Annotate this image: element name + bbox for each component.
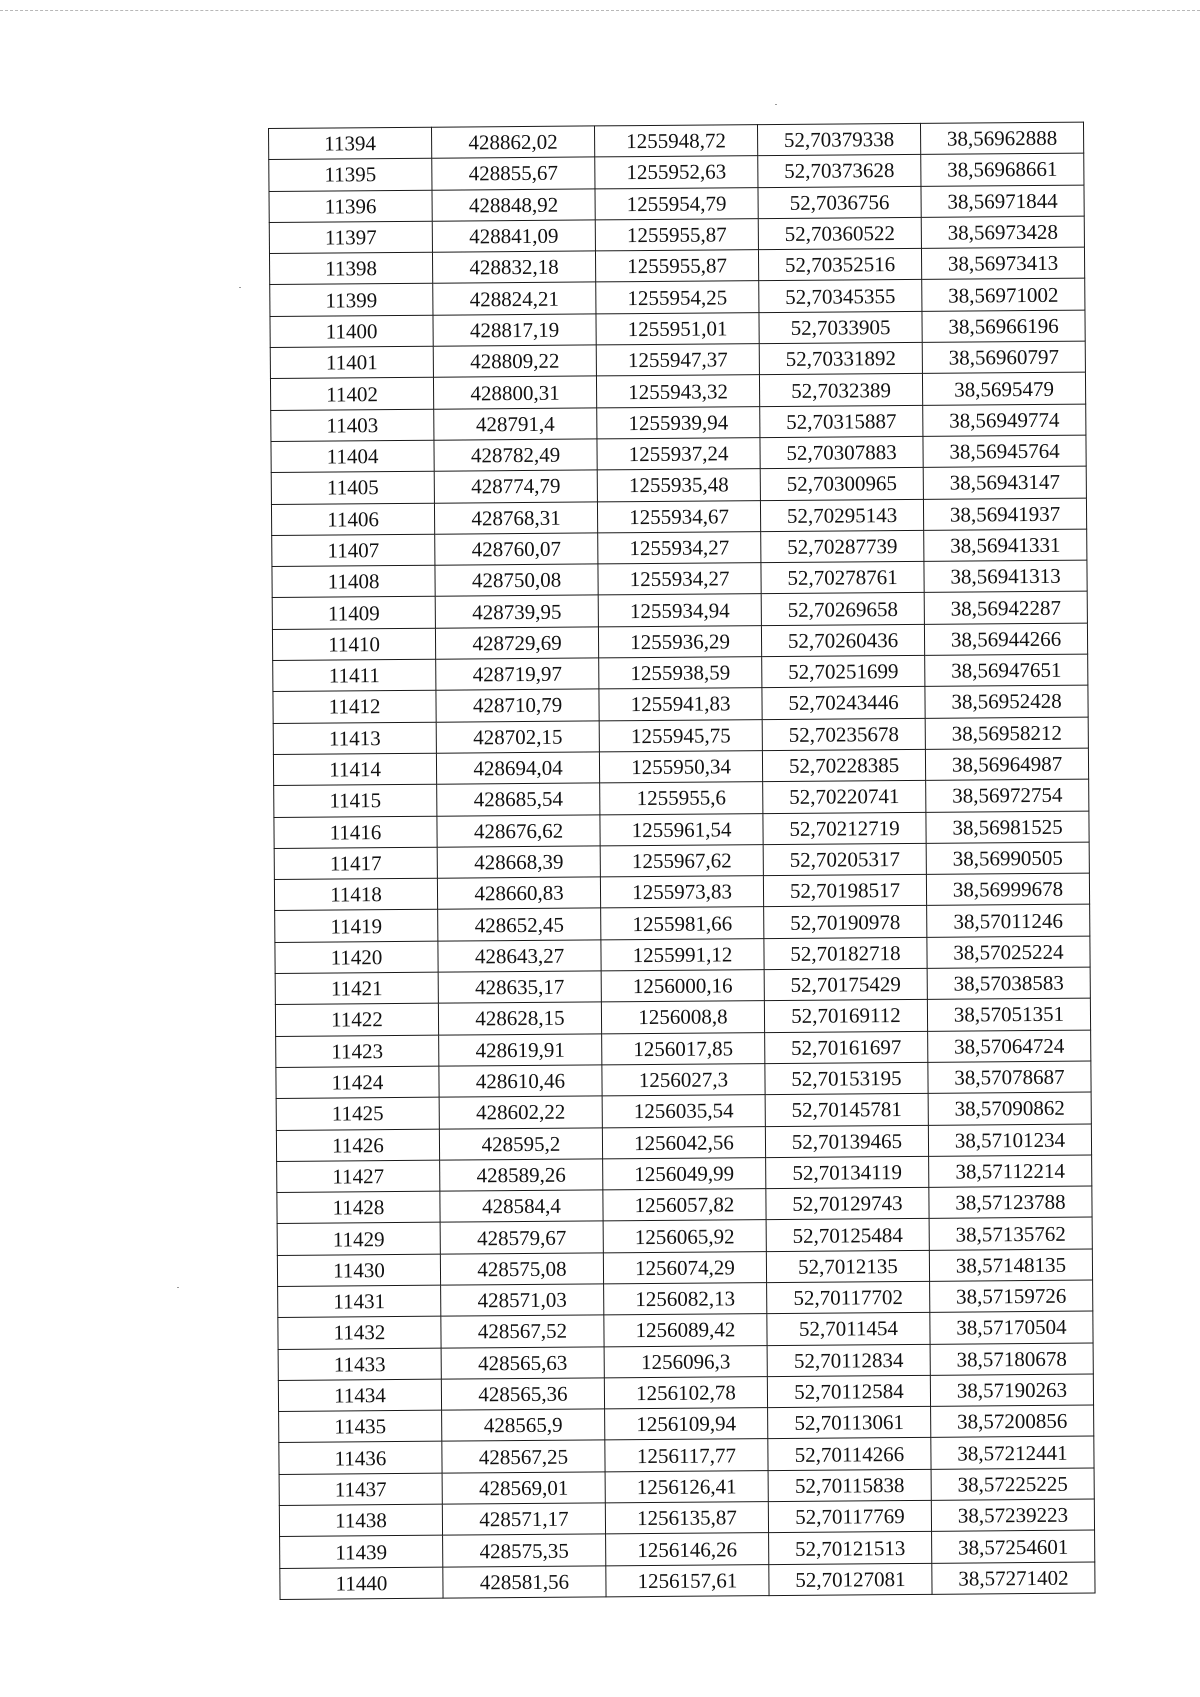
longitude-cell: 38,57170504: [930, 1311, 1093, 1344]
longitude-cell: 38,56945764: [923, 435, 1086, 468]
point-number-cell: 11400: [270, 315, 433, 348]
point-number-cell: 11406: [271, 503, 434, 536]
latitude-cell: 52,70190978: [764, 906, 927, 939]
latitude-cell: 52,70228385: [762, 749, 925, 782]
point-number-cell: 11395: [269, 159, 432, 192]
y-coordinate-cell: 1255973,83: [600, 876, 763, 909]
x-coordinate-cell: 428855,67: [432, 157, 595, 190]
y-coordinate-cell: 1255939,94: [597, 406, 760, 439]
latitude-cell: 52,70212719: [763, 812, 926, 845]
point-number-cell: 11411: [273, 659, 436, 692]
y-coordinate-cell: 1256102,78: [604, 1376, 767, 1409]
latitude-cell: 52,70278761: [761, 562, 924, 595]
latitude-cell: 52,70307883: [760, 436, 923, 469]
point-number-cell: 11437: [279, 1473, 442, 1506]
x-coordinate-cell: 428710,79: [436, 689, 599, 722]
latitude-cell: 52,7036756: [758, 186, 921, 219]
x-coordinate-cell: 428610,46: [439, 1065, 602, 1098]
latitude-cell: 52,70175429: [764, 968, 927, 1001]
point-number-cell: 11420: [275, 941, 438, 974]
x-coordinate-cell: 428581,56: [443, 1566, 606, 1599]
y-coordinate-cell: 1256017,85: [602, 1032, 765, 1065]
x-coordinate-cell: 428841,09: [432, 220, 595, 253]
scan-speck: [177, 1287, 179, 1288]
y-coordinate-cell: 1255937,24: [597, 438, 760, 471]
y-coordinate-cell: 1255934,27: [598, 532, 761, 565]
longitude-cell: 38,57239223: [931, 1499, 1094, 1532]
point-number-cell: 11415: [274, 784, 437, 817]
x-coordinate-cell: 428685,54: [437, 783, 600, 816]
latitude-cell: 52,70113061: [768, 1407, 931, 1440]
latitude-cell: 52,70251699: [762, 655, 925, 688]
x-coordinate-cell: 428619,91: [439, 1034, 602, 1067]
longitude-cell: 38,57011246: [927, 904, 1090, 937]
y-coordinate-cell: 1256042,56: [602, 1126, 765, 1159]
y-coordinate-cell: 1255954,79: [595, 187, 758, 220]
y-coordinate-cell: 1256109,94: [605, 1408, 768, 1441]
y-coordinate-cell: 1255935,48: [597, 469, 760, 502]
longitude-cell: 38,56952428: [925, 685, 1088, 718]
longitude-cell: 38,56971844: [921, 185, 1084, 218]
point-number-cell: 11427: [277, 1160, 440, 1193]
x-coordinate-cell: 428567,25: [442, 1440, 605, 1473]
longitude-cell: 38,56943147: [923, 466, 1086, 499]
longitude-cell: 38,57254601: [932, 1530, 1095, 1563]
latitude-cell: 52,7012135: [766, 1250, 929, 1283]
latitude-cell: 52,70373628: [758, 155, 921, 188]
x-coordinate-cell: 428729,69: [435, 627, 598, 660]
point-number-cell: 11405: [271, 471, 434, 504]
x-coordinate-cell: 428565,9: [442, 1409, 605, 1442]
latitude-cell: 52,70117702: [767, 1281, 930, 1314]
latitude-cell: 52,70295143: [760, 499, 923, 532]
latitude-cell: 52,70127081: [769, 1563, 932, 1596]
point-number-cell: 11403: [271, 409, 434, 442]
point-number-cell: 11417: [274, 847, 437, 880]
point-number-cell: 11432: [278, 1316, 441, 1349]
point-number-cell: 11402: [270, 378, 433, 411]
longitude-cell: 38,57123788: [929, 1186, 1092, 1219]
longitude-cell: 38,56944266: [924, 623, 1087, 656]
longitude-cell: 38,57038583: [927, 967, 1090, 1000]
x-coordinate-cell: 428575,08: [440, 1253, 603, 1286]
y-coordinate-cell: 1255950,34: [599, 751, 762, 784]
longitude-cell: 38,57090862: [928, 1092, 1091, 1125]
longitude-cell: 38,57135762: [929, 1217, 1092, 1250]
y-coordinate-cell: 1255941,83: [599, 688, 762, 721]
x-coordinate-cell: 428832,18: [432, 251, 595, 284]
point-number-cell: 11423: [276, 1035, 439, 1068]
point-number-cell: 11412: [273, 691, 436, 724]
x-coordinate-cell: 428668,39: [437, 846, 600, 879]
x-coordinate-cell: 428824,21: [433, 282, 596, 315]
y-coordinate-cell: 1256049,99: [603, 1157, 766, 1190]
y-coordinate-cell: 1256117,77: [605, 1439, 768, 1472]
x-coordinate-cell: 428800,31: [433, 376, 596, 409]
latitude-cell: 52,70260436: [761, 624, 924, 657]
point-number-cell: 11435: [279, 1410, 442, 1443]
latitude-cell: 52,70161697: [765, 1031, 928, 1064]
longitude-cell: 38,56962888: [920, 122, 1083, 155]
x-coordinate-cell: 428702,15: [436, 721, 599, 754]
latitude-cell: 52,70117769: [768, 1500, 931, 1533]
longitude-cell: 38,57271402: [932, 1562, 1095, 1595]
latitude-cell: 52,70125484: [766, 1219, 929, 1252]
longitude-cell: 38,56958212: [925, 717, 1088, 750]
point-number-cell: 11407: [272, 534, 435, 567]
y-coordinate-cell: 1255943,32: [596, 375, 759, 408]
y-coordinate-cell: 1255991,12: [601, 938, 764, 971]
x-coordinate-cell: 428760,07: [435, 533, 598, 566]
longitude-cell: 38,57159726: [930, 1280, 1093, 1313]
longitude-cell: 38,57225225: [931, 1468, 1094, 1501]
longitude-cell: 38,57190263: [930, 1374, 1093, 1407]
longitude-cell: 38,56941313: [924, 560, 1087, 593]
y-coordinate-cell: 1255934,27: [598, 563, 761, 596]
x-coordinate-cell: 428571,03: [441, 1284, 604, 1317]
x-coordinate-cell: 428676,62: [437, 814, 600, 847]
coordinates-table-container: [268, 122, 1090, 1600]
y-coordinate-cell: 1256135,87: [605, 1502, 768, 1535]
table-row: [280, 1562, 1095, 1600]
longitude-cell: 38,57180678: [930, 1343, 1093, 1376]
y-coordinate-cell: 1256146,26: [606, 1533, 769, 1566]
x-coordinate-cell: 428567,52: [441, 1315, 604, 1348]
latitude-cell: 52,70121513: [769, 1532, 932, 1565]
y-coordinate-cell: 1255955,87: [595, 250, 758, 283]
point-number-cell: 11416: [274, 816, 437, 849]
longitude-cell: 38,5695479: [922, 372, 1085, 405]
point-number-cell: 11399: [270, 284, 433, 317]
x-coordinate-cell: 428848,92: [432, 189, 595, 222]
point-number-cell: 11398: [269, 252, 432, 285]
point-number-cell: 11410: [272, 628, 435, 661]
x-coordinate-cell: 428584,4: [440, 1190, 603, 1223]
longitude-cell: 38,56964987: [925, 748, 1088, 781]
point-number-cell: 11396: [269, 190, 432, 223]
y-coordinate-cell: 1256065,92: [603, 1220, 766, 1253]
y-coordinate-cell: 1255954,25: [596, 281, 759, 314]
y-coordinate-cell: 1255961,54: [600, 813, 763, 846]
point-number-cell: 11409: [272, 597, 435, 630]
x-coordinate-cell: 428791,4: [434, 408, 597, 441]
latitude-cell: 52,7011454: [767, 1313, 930, 1346]
longitude-cell: 38,57025224: [927, 936, 1090, 969]
latitude-cell: 52,7032389: [759, 374, 922, 407]
longitude-cell: 38,56949774: [923, 404, 1086, 437]
x-coordinate-cell: 428809,22: [433, 345, 596, 378]
point-number-cell: 11422: [275, 1004, 438, 1037]
point-number-cell: 11408: [272, 565, 435, 598]
y-coordinate-cell: 1255945,75: [599, 719, 762, 752]
longitude-cell: 38,56990505: [926, 842, 1089, 875]
latitude-cell: 52,70360522: [758, 217, 921, 250]
latitude-cell: 52,70145781: [765, 1094, 928, 1127]
latitude-cell: 52,70331892: [759, 342, 922, 375]
point-number-cell: 11401: [270, 346, 433, 379]
latitude-cell: 52,70169112: [764, 1000, 927, 1033]
longitude-cell: 38,57112214: [929, 1155, 1092, 1188]
longitude-cell: 38,56973413: [921, 247, 1084, 280]
y-coordinate-cell: 1256035,54: [602, 1095, 765, 1128]
x-coordinate-cell: 428862,02: [431, 126, 594, 159]
y-coordinate-cell: 1256000,16: [601, 970, 764, 1003]
latitude-cell: 52,70352516: [758, 249, 921, 282]
longitude-cell: 38,56972754: [926, 779, 1089, 812]
x-coordinate-cell: 428694,04: [436, 752, 599, 785]
x-coordinate-cell: 428571,17: [442, 1503, 605, 1536]
y-coordinate-cell: 1255981,66: [601, 907, 764, 940]
latitude-cell: 52,70235678: [762, 718, 925, 751]
longitude-cell: 38,57064724: [928, 1030, 1091, 1063]
latitude-cell: 52,70300965: [760, 468, 923, 501]
x-coordinate-cell: 428768,31: [434, 501, 597, 534]
x-coordinate-cell: 428595,2: [439, 1127, 602, 1160]
point-number-cell: 11440: [280, 1567, 443, 1600]
y-coordinate-cell: 1255936,29: [598, 625, 761, 658]
x-coordinate-cell: 428589,26: [440, 1159, 603, 1192]
x-coordinate-cell: 428782,49: [434, 439, 597, 472]
latitude-cell: 52,70315887: [760, 405, 923, 438]
point-number-cell: 11421: [275, 972, 438, 1005]
coordinates-table: [268, 122, 1096, 1600]
longitude-cell: 38,57078687: [928, 1061, 1091, 1094]
x-coordinate-cell: 428817,19: [433, 314, 596, 347]
y-coordinate-cell: 1256074,29: [603, 1251, 766, 1284]
x-coordinate-cell: 428643,27: [438, 940, 601, 973]
longitude-cell: 38,57101234: [928, 1124, 1091, 1157]
point-number-cell: 11418: [274, 878, 437, 911]
point-number-cell: 11428: [277, 1191, 440, 1224]
x-coordinate-cell: 428628,15: [438, 1002, 601, 1035]
y-coordinate-cell: 1255934,67: [597, 500, 760, 533]
y-coordinate-cell: 1255947,37: [596, 344, 759, 377]
longitude-cell: 38,56971002: [922, 279, 1085, 312]
point-number-cell: 11426: [276, 1129, 439, 1162]
latitude-cell: 52,7033905: [759, 311, 922, 344]
point-number-cell: 11430: [277, 1254, 440, 1287]
longitude-cell: 38,57051351: [927, 998, 1090, 1031]
longitude-cell: 38,56960797: [922, 341, 1085, 374]
y-coordinate-cell: 1255955,87: [595, 219, 758, 252]
y-coordinate-cell: 1256157,61: [606, 1564, 769, 1597]
latitude-cell: 52,70269658: [761, 593, 924, 626]
point-number-cell: 11436: [279, 1442, 442, 1475]
longitude-cell: 38,56941937: [923, 498, 1086, 531]
scan-speck: [775, 104, 777, 105]
y-coordinate-cell: 1255938,59: [599, 657, 762, 690]
x-coordinate-cell: 428579,67: [440, 1221, 603, 1254]
coordinates-table-body: [269, 122, 1096, 1599]
longitude-cell: 38,56942287: [924, 592, 1087, 625]
y-coordinate-cell: 1256089,42: [604, 1314, 767, 1347]
scan-edge-line: [0, 10, 1200, 11]
y-coordinate-cell: 1255951,01: [596, 312, 759, 345]
point-number-cell: 11431: [278, 1285, 441, 1318]
latitude-cell: 52,70153195: [765, 1062, 928, 1095]
longitude-cell: 38,57212441: [931, 1437, 1094, 1470]
latitude-cell: 52,70220741: [763, 781, 926, 814]
x-coordinate-cell: 428565,36: [441, 1378, 604, 1411]
longitude-cell: 38,56947651: [925, 654, 1088, 687]
y-coordinate-cell: 1256126,41: [605, 1470, 768, 1503]
longitude-cell: 38,56999678: [926, 873, 1089, 906]
point-number-cell: 11439: [280, 1536, 443, 1569]
longitude-cell: 38,56966196: [922, 310, 1085, 343]
latitude-cell: 52,70129743: [766, 1187, 929, 1220]
latitude-cell: 52,70379338: [757, 123, 920, 156]
latitude-cell: 52,70115838: [768, 1469, 931, 1502]
point-number-cell: 11434: [278, 1379, 441, 1412]
y-coordinate-cell: 1256082,13: [604, 1283, 767, 1316]
x-coordinate-cell: 428660,83: [437, 877, 600, 910]
longitude-cell: 38,56941331: [924, 529, 1087, 562]
latitude-cell: 52,70134119: [766, 1156, 929, 1189]
y-coordinate-cell: 1255952,63: [595, 156, 758, 189]
latitude-cell: 52,70287739: [761, 530, 924, 563]
y-coordinate-cell: 1256008,8: [601, 1001, 764, 1034]
longitude-cell: 38,56973428: [921, 216, 1084, 249]
y-coordinate-cell: 1255934,94: [598, 594, 761, 627]
latitude-cell: 52,70182718: [764, 937, 927, 970]
scan-speck: [239, 287, 241, 288]
point-number-cell: 11404: [271, 440, 434, 473]
x-coordinate-cell: 428750,08: [435, 564, 598, 597]
x-coordinate-cell: 428774,79: [434, 470, 597, 503]
x-coordinate-cell: 428565,63: [441, 1346, 604, 1379]
x-coordinate-cell: 428719,97: [436, 658, 599, 691]
x-coordinate-cell: 428575,35: [443, 1534, 606, 1567]
point-number-cell: 11438: [279, 1504, 442, 1537]
longitude-cell: 38,57148135: [929, 1249, 1092, 1282]
point-number-cell: 11425: [276, 1097, 439, 1130]
point-number-cell: 11429: [277, 1223, 440, 1256]
point-number-cell: 11414: [273, 753, 436, 786]
point-number-cell: 11433: [278, 1348, 441, 1381]
x-coordinate-cell: 428569,01: [442, 1472, 605, 1505]
point-number-cell: 11394: [269, 127, 432, 160]
latitude-cell: 52,70345355: [759, 280, 922, 313]
latitude-cell: 52,70112584: [767, 1375, 930, 1408]
latitude-cell: 52,70243446: [762, 687, 925, 720]
latitude-cell: 52,70205317: [763, 843, 926, 876]
point-number-cell: 11424: [276, 1066, 439, 1099]
y-coordinate-cell: 1255948,72: [594, 125, 757, 158]
x-coordinate-cell: 428635,17: [438, 971, 601, 1004]
y-coordinate-cell: 1256057,82: [603, 1189, 766, 1222]
y-coordinate-cell: 1256027,3: [602, 1064, 765, 1097]
y-coordinate-cell: 1255955,6: [600, 782, 763, 815]
x-coordinate-cell: 428602,22: [439, 1096, 602, 1129]
longitude-cell: 38,56968661: [921, 153, 1084, 186]
latitude-cell: 52,70139465: [765, 1125, 928, 1158]
y-coordinate-cell: 1255967,62: [600, 844, 763, 877]
point-number-cell: 11419: [275, 910, 438, 943]
y-coordinate-cell: 1256096,3: [604, 1345, 767, 1378]
x-coordinate-cell: 428739,95: [435, 595, 598, 628]
latitude-cell: 52,70112834: [767, 1344, 930, 1377]
x-coordinate-cell: 428652,45: [438, 908, 601, 941]
longitude-cell: 38,56981525: [926, 811, 1089, 844]
latitude-cell: 52,70198517: [763, 874, 926, 907]
point-number-cell: 11397: [269, 221, 432, 254]
longitude-cell: 38,57200856: [931, 1405, 1094, 1438]
point-number-cell: 11413: [273, 722, 436, 755]
latitude-cell: 52,70114266: [768, 1438, 931, 1471]
